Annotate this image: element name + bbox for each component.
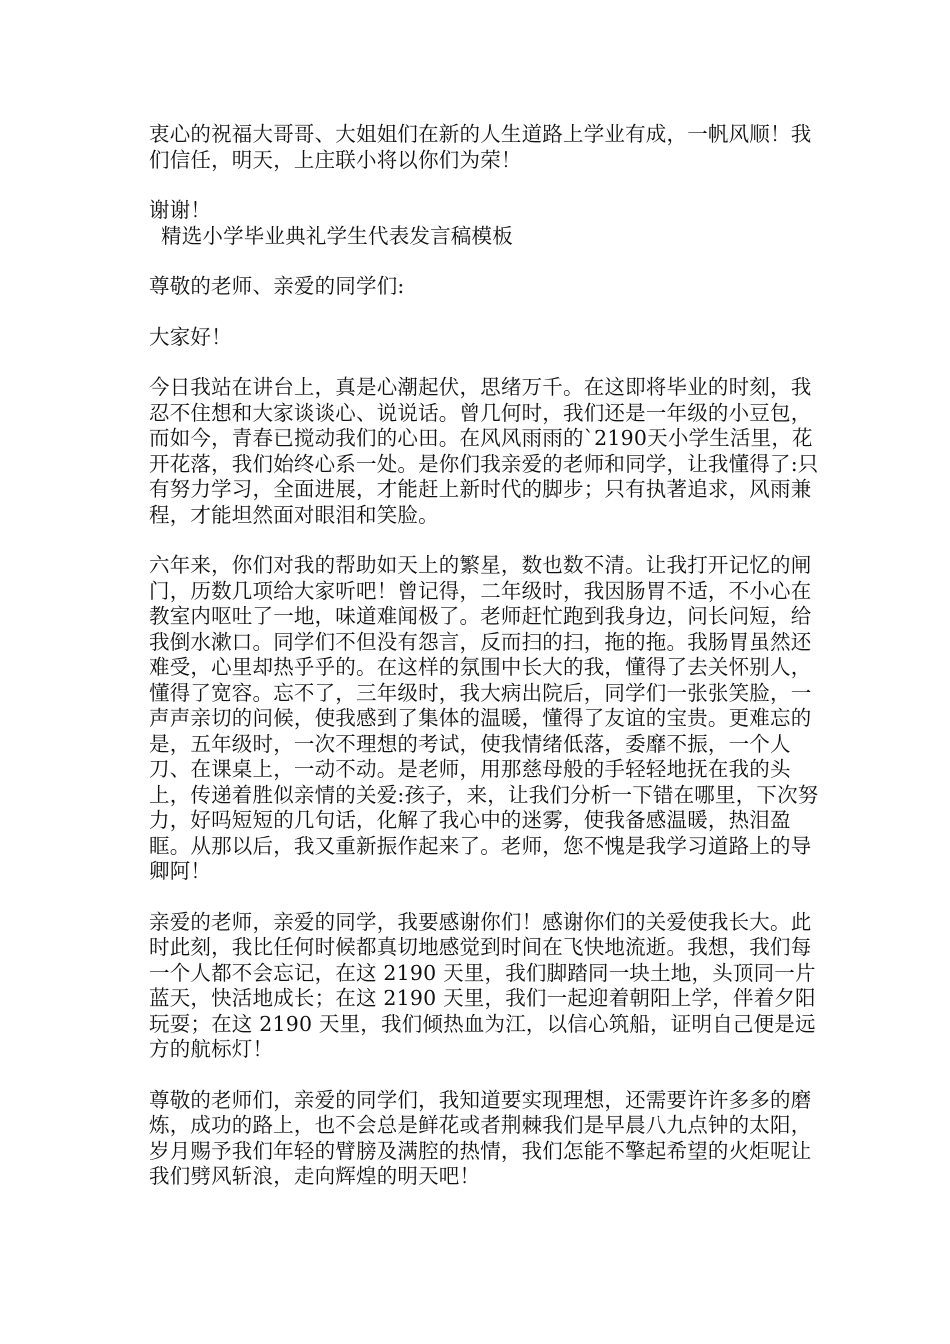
document-body [145,122,825,1215]
paragraph-gratitude: 亲爱的老师，亲爱的同学，我要感谢你们！感谢你们的关爱使我长大。此时此刻，我比任何时候都真切地感觉到时间在飞快地流逝。我想，我们每一个人都不会忘记，在这 2190 天里，我们脚踏同一块土地，头顶同一片蓝天，快活地成长；在这 2190 天里，我们一起迎着朝阳上学，伴着夕阳玩耍；在这 2190 天里，我们倾热血为江，以信心筑船，证明自己便是远方的航标灯！ [149,909,816,1061]
paragraph-intro: 今日我站在讲台上，真是心潮起伏，思绪万千。在这即将毕业的时刻，我忍不住想和大家谈谈心、说说话。曾几何时，我们还是一年级的小豆包，而如今，青春已搅动我们的心田。在风风雨雨的`2190天小学生活里，花开花落，我们始终心系一处。是你们我亲爱的老师和同学，让我懂得了:只有努力学习，全面进展，才能赶上新时代的脚步；只有执著追求，风雨兼程，才能坦然面对眼泪和笑脸。 [149,375,819,527]
thanks-line: 谢谢！ [149,198,212,222]
paragraph-memories: 六年来，你们对我的帮助如天上的繁星，数也数不清。让我打开记忆的闸门，历数几项给大家听吧！曾记得，二年级时，我因肠胃不适，不小心在教室内呕吐了一地，味道难闻极了。老师赶忙跑到我身边，问长问短，给我倒水漱口。同学们不但没有怨言，反而扫的扫，拖的拖。我肠胃虽然还难受，心里却热乎乎的。在这样的氛围中长大的我，懂得了去关怀别人，懂得了宽容。忘不了，三年级时，我大病出院后，同学们一张张笑脸，一声声亲切的问候，使我感到了集体的温暖，懂得了友谊的宝贵。更难忘的是，五年级时，一次不理想的考试，使我情绪低落，委靡不振，一个人刀、在课桌上，一动不动。是老师，用那慈母般的手轻轻地抚在我的头上，传递着胜似亲情的关爱:孩子，来，让我们分析一下错在哪里，下次努力，好吗短短的几句话，化解了我心中的迷雾，使我备感温暖，热泪盈眶。从那以后，我又重新振作起来了。老师，您不愧是我学习道路上的导卿阿！ [149,553,819,883]
paragraph-future: 尊敬的老师们，亲爱的同学们，我知道要实现理想，还需要许许多多的磨炼，成功的路上，也不会总是鲜花或者荆棘我们是早晨八九点钟的太阳，岁月赐予我们年轻的臂膀及满腔的热情，我们怎能不擎起希望的火炬呢让我们劈风斩浪，走向辉煌的明天吧！ [149,1087,812,1188]
greeting: 大家好！ [149,324,232,349]
closing-wishes-paragraph: 衷心的祝福大哥哥、大姐姐们在新的人生道路上学业有成，一帆风顺！我们信任，明天，上庄联小将以你们为荣！ [149,122,812,172]
salutation: 尊敬的老师、亲爱的同学们: [149,274,405,298]
speech-title: 精选小学毕业典礼学生代表发言稿模板 [161,223,513,248]
